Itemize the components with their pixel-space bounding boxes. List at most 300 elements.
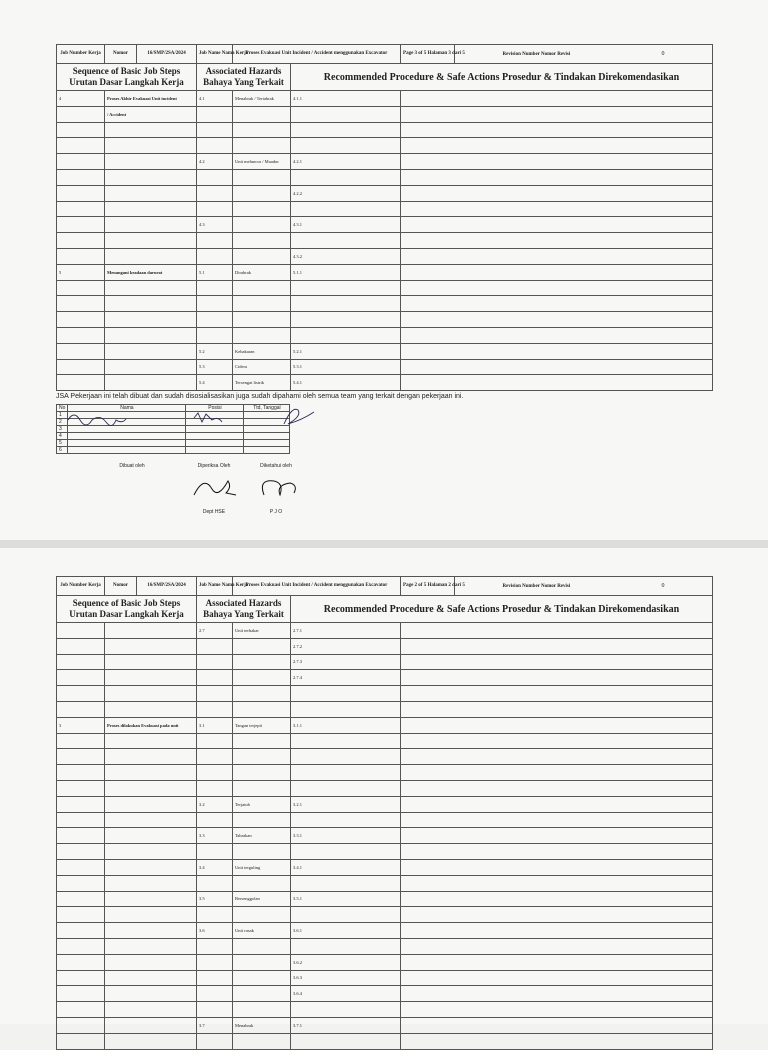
sign-row-no: 3 bbox=[57, 426, 68, 433]
hazard-text bbox=[233, 765, 291, 781]
procedure-number bbox=[291, 875, 401, 891]
hazard-text bbox=[233, 1002, 291, 1018]
procedure-number: 3.6.2 bbox=[291, 954, 401, 970]
step-text bbox=[105, 891, 197, 907]
column-headers bbox=[57, 64, 713, 91]
hazard-number bbox=[197, 138, 233, 154]
step-number bbox=[57, 312, 105, 328]
procedure-number bbox=[291, 169, 401, 185]
table-row bbox=[57, 1017, 713, 1033]
hazard-text bbox=[233, 327, 291, 343]
procedure-number: 3.1.1 bbox=[291, 717, 401, 733]
procedure-text bbox=[401, 765, 713, 781]
step-number bbox=[57, 812, 105, 828]
procedure-number bbox=[291, 312, 401, 328]
procedure-text bbox=[401, 106, 713, 122]
table-row bbox=[57, 343, 713, 359]
table-row bbox=[57, 780, 713, 796]
procedure-number bbox=[291, 812, 401, 828]
hazard-number: 3.2 bbox=[197, 796, 233, 812]
sign-row-no: 4 bbox=[57, 433, 68, 440]
hazard-text bbox=[233, 812, 291, 828]
procedure-number: 4.3.2 bbox=[291, 248, 401, 264]
step-text bbox=[105, 201, 197, 217]
procedure-number bbox=[291, 907, 401, 923]
procedure-text bbox=[401, 812, 713, 828]
table-row bbox=[57, 91, 713, 107]
step-number bbox=[57, 907, 105, 923]
step-number bbox=[57, 280, 105, 296]
step-text bbox=[105, 375, 197, 391]
procedure-number bbox=[291, 233, 401, 249]
procedure-text bbox=[401, 248, 713, 264]
step-text bbox=[105, 907, 197, 923]
step-text bbox=[105, 812, 197, 828]
step-number bbox=[57, 859, 105, 875]
step-number bbox=[57, 375, 105, 391]
step-text bbox=[105, 938, 197, 954]
hazard-number bbox=[197, 1033, 233, 1049]
table-row bbox=[57, 264, 713, 280]
hazard-number bbox=[197, 169, 233, 185]
table-row bbox=[57, 154, 713, 170]
procedure-number: 5.4.1 bbox=[291, 375, 401, 391]
job-number-label: Job Number Kerja bbox=[57, 45, 105, 64]
step-number bbox=[57, 343, 105, 359]
step-number bbox=[57, 701, 105, 717]
hazard-text: Terjatuh bbox=[233, 796, 291, 812]
procedure-text bbox=[401, 169, 713, 185]
step-text bbox=[105, 359, 197, 375]
table-row bbox=[57, 701, 713, 717]
sign-row-no: 2 bbox=[57, 419, 68, 426]
hazard-text bbox=[233, 201, 291, 217]
step-text bbox=[105, 248, 197, 264]
procedure-number: 3.3.1 bbox=[291, 828, 401, 844]
step-text bbox=[105, 1002, 197, 1018]
table-row bbox=[57, 233, 713, 249]
sign-header-ttd: Ttd, Tanggal bbox=[244, 405, 290, 412]
step-number bbox=[57, 970, 105, 986]
hazard-text bbox=[233, 233, 291, 249]
table-row bbox=[57, 169, 713, 185]
signoff-dibuat bbox=[92, 463, 172, 469]
procedure-number bbox=[291, 733, 401, 749]
hazard-number bbox=[197, 1002, 233, 1018]
step-number bbox=[57, 828, 105, 844]
table-row bbox=[57, 280, 713, 296]
step-number bbox=[57, 638, 105, 654]
step-number bbox=[57, 122, 105, 138]
procedure-number bbox=[291, 327, 401, 343]
table-row bbox=[57, 954, 713, 970]
step-text bbox=[105, 1033, 197, 1049]
table-row bbox=[57, 201, 713, 217]
step-text: / Accident bbox=[105, 106, 197, 122]
hazard-number: 5.1 bbox=[197, 264, 233, 280]
col-header-steps: Sequence of Basic Job Steps Urutan Dasar Langkah Kerja bbox=[69, 66, 184, 87]
procedure-text bbox=[401, 201, 713, 217]
step-text bbox=[105, 169, 197, 185]
procedure-number bbox=[291, 686, 401, 702]
hazard-text: Tangan terjepit bbox=[233, 717, 291, 733]
step-text bbox=[105, 233, 197, 249]
diperiksa-label: Diperiksa Oleh bbox=[197, 463, 231, 469]
table-row bbox=[57, 717, 713, 733]
step-number bbox=[57, 359, 105, 375]
table-row bbox=[57, 106, 713, 122]
procedure-text bbox=[401, 970, 713, 986]
hazard-text bbox=[233, 970, 291, 986]
hazard-number bbox=[197, 844, 233, 860]
hazard-number bbox=[197, 733, 233, 749]
step-number bbox=[57, 796, 105, 812]
step-number bbox=[57, 891, 105, 907]
step-number bbox=[57, 654, 105, 670]
sign-header-nama: Nama bbox=[68, 405, 186, 412]
step-number bbox=[57, 765, 105, 781]
revision-value: 0 bbox=[661, 50, 665, 57]
procedure-text bbox=[401, 686, 713, 702]
signoff-diketahui bbox=[236, 463, 316, 515]
procedure-text bbox=[401, 264, 713, 280]
step-number: 4 bbox=[57, 91, 105, 107]
procedure-text bbox=[401, 1017, 713, 1033]
table-row bbox=[57, 296, 713, 312]
procedure-text bbox=[401, 280, 713, 296]
table-row bbox=[57, 122, 713, 138]
hazard-text bbox=[233, 986, 291, 1002]
step-number bbox=[57, 938, 105, 954]
procedure-text bbox=[401, 717, 713, 733]
table-row bbox=[57, 217, 713, 233]
hazard-text: Kebakaran bbox=[233, 343, 291, 359]
table-row bbox=[57, 970, 713, 986]
step-number: 5 bbox=[57, 264, 105, 280]
hazard-text bbox=[233, 1033, 291, 1049]
procedure-number bbox=[291, 938, 401, 954]
hazard-number bbox=[197, 638, 233, 654]
step-number bbox=[57, 749, 105, 765]
step-text bbox=[105, 1017, 197, 1033]
step-text bbox=[105, 701, 197, 717]
hazard-number bbox=[197, 686, 233, 702]
hazard-number bbox=[197, 749, 233, 765]
table-row bbox=[57, 828, 713, 844]
procedure-text bbox=[401, 733, 713, 749]
step-number bbox=[57, 201, 105, 217]
hazard-number bbox=[197, 875, 233, 891]
procedure-text bbox=[401, 1033, 713, 1049]
job-number-value: 16/SMP/2SA/2024 bbox=[137, 45, 197, 64]
step-number: 3 bbox=[57, 717, 105, 733]
hazard-text bbox=[233, 185, 291, 201]
job-name-label: Job Name Nama Kerja bbox=[197, 45, 233, 64]
step-number bbox=[57, 1002, 105, 1018]
step-text bbox=[105, 733, 197, 749]
hazard-number bbox=[197, 907, 233, 923]
revision-label: Revision Number Nomor Revisi bbox=[502, 51, 571, 57]
table-row bbox=[57, 623, 713, 639]
hazard-text bbox=[233, 248, 291, 264]
hazard-text bbox=[233, 733, 291, 749]
hazard-number: 5.2 bbox=[197, 343, 233, 359]
hazard-text: Dirabrak bbox=[233, 264, 291, 280]
hazard-text bbox=[233, 217, 291, 233]
diketahui-role: P J O bbox=[269, 509, 283, 515]
step-text bbox=[105, 154, 197, 170]
revision-value: 0 bbox=[661, 582, 665, 589]
procedure-text bbox=[401, 312, 713, 328]
table-row bbox=[57, 327, 713, 343]
jsa-footnote: JSA Pekerjaan ini telah dibuat dan sudah disosialisasikan juga sudah dipahami oleh semua team yang terkait dengan pekerjaan ini. bbox=[56, 393, 464, 400]
table-row bbox=[57, 812, 713, 828]
hazard-text bbox=[233, 749, 291, 765]
hazard-number: 4.2 bbox=[197, 154, 233, 170]
step-text bbox=[105, 138, 197, 154]
table-row bbox=[57, 907, 713, 923]
table-row bbox=[57, 248, 713, 264]
step-text bbox=[105, 923, 197, 939]
procedure-number: 5.2.1 bbox=[291, 343, 401, 359]
col-header-procedure: Recommended Procedure & Safe Actions Prosedur & Tindakan Direkomendasikan bbox=[323, 603, 680, 615]
signature-mark bbox=[246, 473, 306, 503]
step-text bbox=[105, 327, 197, 343]
table-row bbox=[57, 859, 713, 875]
document-header bbox=[57, 45, 713, 64]
procedure-text bbox=[401, 122, 713, 138]
col-header-hazards: Associated Hazards Bahaya Yang Terkait bbox=[203, 598, 284, 619]
step-text bbox=[105, 796, 197, 812]
hazard-number bbox=[197, 970, 233, 986]
procedure-number bbox=[291, 749, 401, 765]
step-number bbox=[57, 138, 105, 154]
step-number bbox=[57, 986, 105, 1002]
page-separator bbox=[0, 540, 768, 548]
procedure-text bbox=[401, 1002, 713, 1018]
table-row bbox=[57, 312, 713, 328]
hazard-number bbox=[197, 280, 233, 296]
step-number bbox=[57, 733, 105, 749]
procedure-text bbox=[401, 91, 713, 107]
hazard-number bbox=[197, 986, 233, 1002]
hazard-text bbox=[233, 122, 291, 138]
sign-row-no: 1 bbox=[57, 412, 68, 419]
procedure-text bbox=[401, 701, 713, 717]
procedure-text bbox=[401, 623, 713, 639]
hazard-text: Menabrak bbox=[233, 1017, 291, 1033]
procedure-text bbox=[401, 138, 713, 154]
procedure-number bbox=[291, 106, 401, 122]
step-number bbox=[57, 217, 105, 233]
procedure-number: 4.2.2 bbox=[291, 185, 401, 201]
job-number-label: Job Number Kerja bbox=[57, 577, 105, 596]
table-row bbox=[57, 749, 713, 765]
revision-cell bbox=[455, 45, 713, 64]
procedure-text bbox=[401, 359, 713, 375]
nomor-label: Nomor bbox=[105, 577, 137, 596]
col-header-hazards: Associated Hazards Bahaya Yang Terkait bbox=[203, 66, 284, 87]
procedure-number: 2.7.4 bbox=[291, 670, 401, 686]
hazard-number bbox=[197, 185, 233, 201]
step-text bbox=[105, 280, 197, 296]
job-name-value: Proses Evakuasi Unit Incident / Accident menggunakan Excavator bbox=[233, 45, 401, 64]
hazard-text bbox=[233, 106, 291, 122]
step-text bbox=[105, 122, 197, 138]
hazard-number bbox=[197, 765, 233, 781]
step-text bbox=[105, 828, 197, 844]
procedure-number bbox=[291, 138, 401, 154]
dibuat-label: Dibuat oleh bbox=[119, 463, 145, 469]
hazard-number bbox=[197, 654, 233, 670]
procedure-text bbox=[401, 296, 713, 312]
table-row bbox=[57, 986, 713, 1002]
procedure-number: 3.4.1 bbox=[291, 859, 401, 875]
procedure-text bbox=[401, 891, 713, 907]
step-number bbox=[57, 1033, 105, 1049]
col-header-steps: Sequence of Basic Job Steps Urutan Dasar Langkah Kerja bbox=[69, 598, 184, 619]
hazard-text: Tersengat listrik bbox=[233, 375, 291, 391]
procedure-number: 4.1.1 bbox=[291, 91, 401, 107]
hazard-text bbox=[233, 938, 291, 954]
procedure-text bbox=[401, 780, 713, 796]
step-text bbox=[105, 765, 197, 781]
diketahui-label: Diketahui oleh bbox=[260, 463, 292, 469]
hazard-text bbox=[233, 654, 291, 670]
table-row bbox=[57, 1033, 713, 1049]
hazard-number bbox=[197, 201, 233, 217]
sign-header-no: No bbox=[57, 405, 68, 412]
step-text bbox=[105, 670, 197, 686]
procedure-number bbox=[291, 765, 401, 781]
hazard-text: Unit terbakar bbox=[233, 623, 291, 639]
jsa-table-page-3 bbox=[56, 44, 713, 391]
step-number bbox=[57, 106, 105, 122]
step-text bbox=[105, 749, 197, 765]
hazard-text bbox=[233, 875, 291, 891]
step-number bbox=[57, 875, 105, 891]
procedure-text bbox=[401, 185, 713, 201]
procedure-number bbox=[291, 701, 401, 717]
hazard-text: Unit terguling bbox=[233, 859, 291, 875]
step-number bbox=[57, 233, 105, 249]
step-text bbox=[105, 844, 197, 860]
procedure-number bbox=[291, 844, 401, 860]
hazard-text bbox=[233, 280, 291, 296]
table-row bbox=[57, 733, 713, 749]
procedure-text bbox=[401, 670, 713, 686]
hazard-text bbox=[233, 954, 291, 970]
jsa-table-page-2 bbox=[56, 576, 713, 1050]
table-row bbox=[57, 185, 713, 201]
procedure-text bbox=[401, 327, 713, 343]
table-row bbox=[57, 844, 713, 860]
step-number bbox=[57, 670, 105, 686]
hazard-number bbox=[197, 122, 233, 138]
step-number bbox=[57, 1017, 105, 1033]
step-number bbox=[57, 185, 105, 201]
procedure-number: 4.2.1 bbox=[291, 154, 401, 170]
hazard-text bbox=[233, 701, 291, 717]
step-text bbox=[105, 296, 197, 312]
hazard-text: Tabrakan bbox=[233, 828, 291, 844]
procedure-number: 3.6.1 bbox=[291, 923, 401, 939]
hazard-text bbox=[233, 296, 291, 312]
table-row bbox=[57, 375, 713, 391]
step-number bbox=[57, 248, 105, 264]
procedure-number bbox=[291, 1033, 401, 1049]
step-text: Menangani keadaan darurat bbox=[105, 264, 197, 280]
table-row bbox=[57, 638, 713, 654]
hazard-number: 3.4 bbox=[197, 859, 233, 875]
jsa-page-2 bbox=[0, 548, 768, 1028]
table-row bbox=[57, 938, 713, 954]
hazard-number: 3.6 bbox=[197, 923, 233, 939]
procedure-text bbox=[401, 375, 713, 391]
hazard-text bbox=[233, 638, 291, 654]
page-indicator: Page 2 of 5 Halaman 2 dari 5 bbox=[401, 577, 455, 596]
hazard-number: 3.5 bbox=[197, 891, 233, 907]
procedure-text bbox=[401, 986, 713, 1002]
procedure-text bbox=[401, 654, 713, 670]
hazard-text bbox=[233, 780, 291, 796]
step-text bbox=[105, 986, 197, 1002]
signature-mark bbox=[184, 473, 244, 503]
table-row bbox=[57, 654, 713, 670]
step-number bbox=[57, 327, 105, 343]
procedure-text bbox=[401, 938, 713, 954]
table-row bbox=[57, 923, 713, 939]
hazard-text bbox=[233, 907, 291, 923]
table-row bbox=[57, 359, 713, 375]
hazard-text bbox=[233, 138, 291, 154]
procedure-number: 3.2.1 bbox=[291, 796, 401, 812]
col-header-procedure: Recommended Procedure & Safe Actions Prosedur & Tindakan Direkomendasikan bbox=[323, 71, 680, 83]
hazard-number bbox=[197, 670, 233, 686]
step-text bbox=[105, 654, 197, 670]
sign-row-no: 5 bbox=[57, 440, 68, 447]
job-name-label: Job Name Nama Kerja bbox=[197, 577, 233, 596]
step-number bbox=[57, 923, 105, 939]
procedure-text bbox=[401, 907, 713, 923]
hazard-number: 3.3 bbox=[197, 828, 233, 844]
hazard-number: 5.3 bbox=[197, 359, 233, 375]
procedure-text bbox=[401, 217, 713, 233]
procedure-number bbox=[291, 280, 401, 296]
procedure-number: 2.7.1 bbox=[291, 623, 401, 639]
step-text bbox=[105, 875, 197, 891]
revision-label: Revision Number Nomor Revisi bbox=[502, 583, 571, 589]
procedure-number bbox=[291, 780, 401, 796]
job-name-value: Proses Evakuasi Unit Incident / Accident menggunakan Excavator bbox=[233, 577, 401, 596]
hazard-number bbox=[197, 233, 233, 249]
sign-row-no: 6 bbox=[57, 447, 68, 454]
hazard-number bbox=[197, 327, 233, 343]
step-number bbox=[57, 169, 105, 185]
step-text bbox=[105, 686, 197, 702]
hazard-text: Unit rusak bbox=[233, 923, 291, 939]
step-number bbox=[57, 154, 105, 170]
table-row bbox=[57, 138, 713, 154]
hazard-number bbox=[197, 812, 233, 828]
hazard-text: Menabrak / Tertabrak bbox=[233, 91, 291, 107]
procedure-number bbox=[291, 201, 401, 217]
step-number bbox=[57, 296, 105, 312]
hazard-text bbox=[233, 844, 291, 860]
procedure-number bbox=[291, 1002, 401, 1018]
step-number bbox=[57, 623, 105, 639]
step-text bbox=[105, 343, 197, 359]
